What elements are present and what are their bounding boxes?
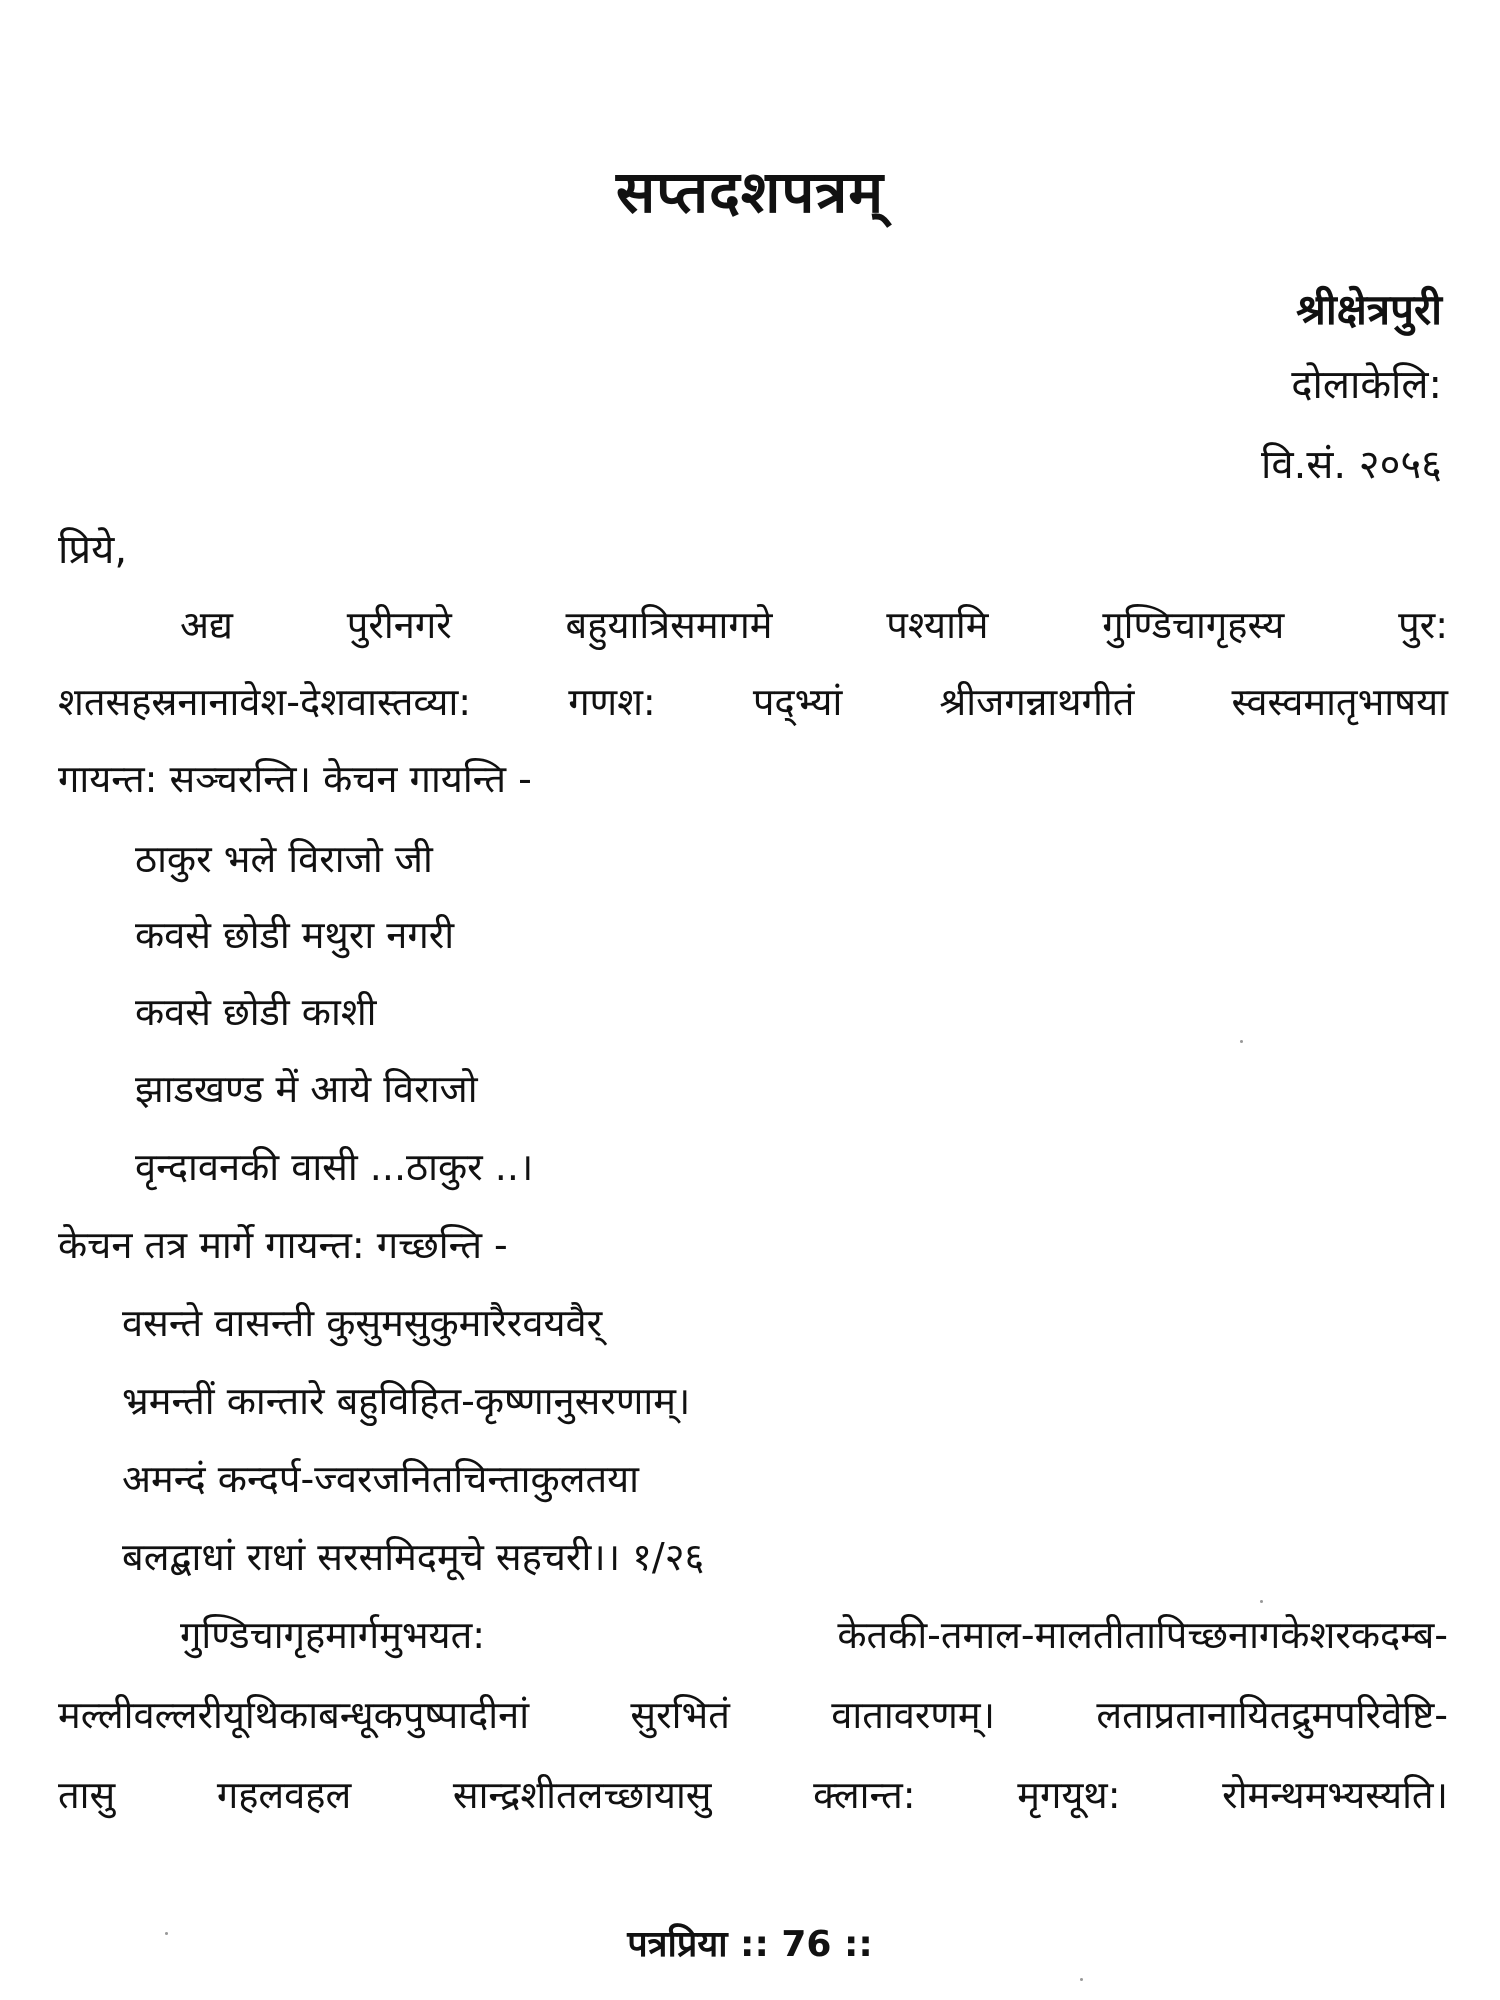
- song1-line: झाडखण्ड में आये विराजो: [135, 1067, 478, 1111]
- scan-speck: [1260, 1600, 1263, 1603]
- scan-speck: [1240, 1040, 1243, 1043]
- page-title: सप्तदशपत्रम्: [615, 158, 884, 226]
- place-line: श्रीक्षेत्रपुरी: [1296, 285, 1442, 334]
- festival-line: दोलाकेलि:: [1291, 362, 1442, 408]
- paragraph2-line: तासु गहलवहल सान्द्रशीतलच्छायासु क्लान्त: मृगयूथ: रोमन्थमभ्यस्यति।: [58, 1773, 1448, 1817]
- song1-line: कवसे छोडी मथुरा नगरी: [135, 913, 455, 957]
- song1-line: कवसे छोडी काशी: [135, 990, 377, 1034]
- song1-line: वृन्दावनकी वासी ...ठाकुर ..।: [135, 1145, 534, 1189]
- paragraph2-line: गुण्डिचागृहमार्गमुभयत: केतकी-तमाल-मालतीतापिच्छनागकेशरकदम्ब-: [180, 1613, 1448, 1657]
- paragraph1-line: शतसहस्रनानावेश-देशवास्तव्या: गणश: पद्भ्यां श्रीजगन्नाथगीतं स्वस्वमातृभाषया: [58, 680, 1448, 724]
- transition-line: केचन तत्र मार्गे गायन्त: गच्छन्ति -: [58, 1223, 508, 1267]
- scan-speck: [165, 1932, 168, 1935]
- scan-speck: [1080, 1978, 1083, 1981]
- paragraph1-line: गायन्त: सञ्चरन्ति। केचन गायन्ति -: [58, 757, 532, 801]
- salutation: प्रिये,: [58, 527, 128, 573]
- song2-line: बलद्बाधां राधां सरसमिदमूचे सहचरी।। १/२६: [122, 1535, 705, 1579]
- song2-line: भ्रमन्तीं कान्तारे बहुविहित-कृष्णानुसरणाम्।: [122, 1379, 691, 1423]
- paragraph1-line: अद्य पुरीनगरे बहुयात्रिसमागमे पश्यामि गुण्डिचागृहस्य पुर:: [180, 603, 1448, 647]
- song2-line: वसन्ते वासन्ती कुसुमसुकुमारैरवयवैर्: [122, 1301, 603, 1345]
- song2-line: अमन्दं कन्दर्प-ज्वरजनितचिन्ताकुलतया: [122, 1457, 640, 1501]
- date-line: वि.सं. २०५६: [1261, 442, 1442, 488]
- paragraph2-line: मल्लीवल्लरीयूथिकाबन्धूकपुष्पादीनां सुरभितं वातावरणम्। लताप्रतानायितद्रुमपरिवेष्टि-: [58, 1693, 1448, 1737]
- song1-line: ठाकुर भले विराजो जी: [135, 837, 433, 881]
- page-footer: पत्रप्रिया :: 76 ::: [627, 1924, 873, 1965]
